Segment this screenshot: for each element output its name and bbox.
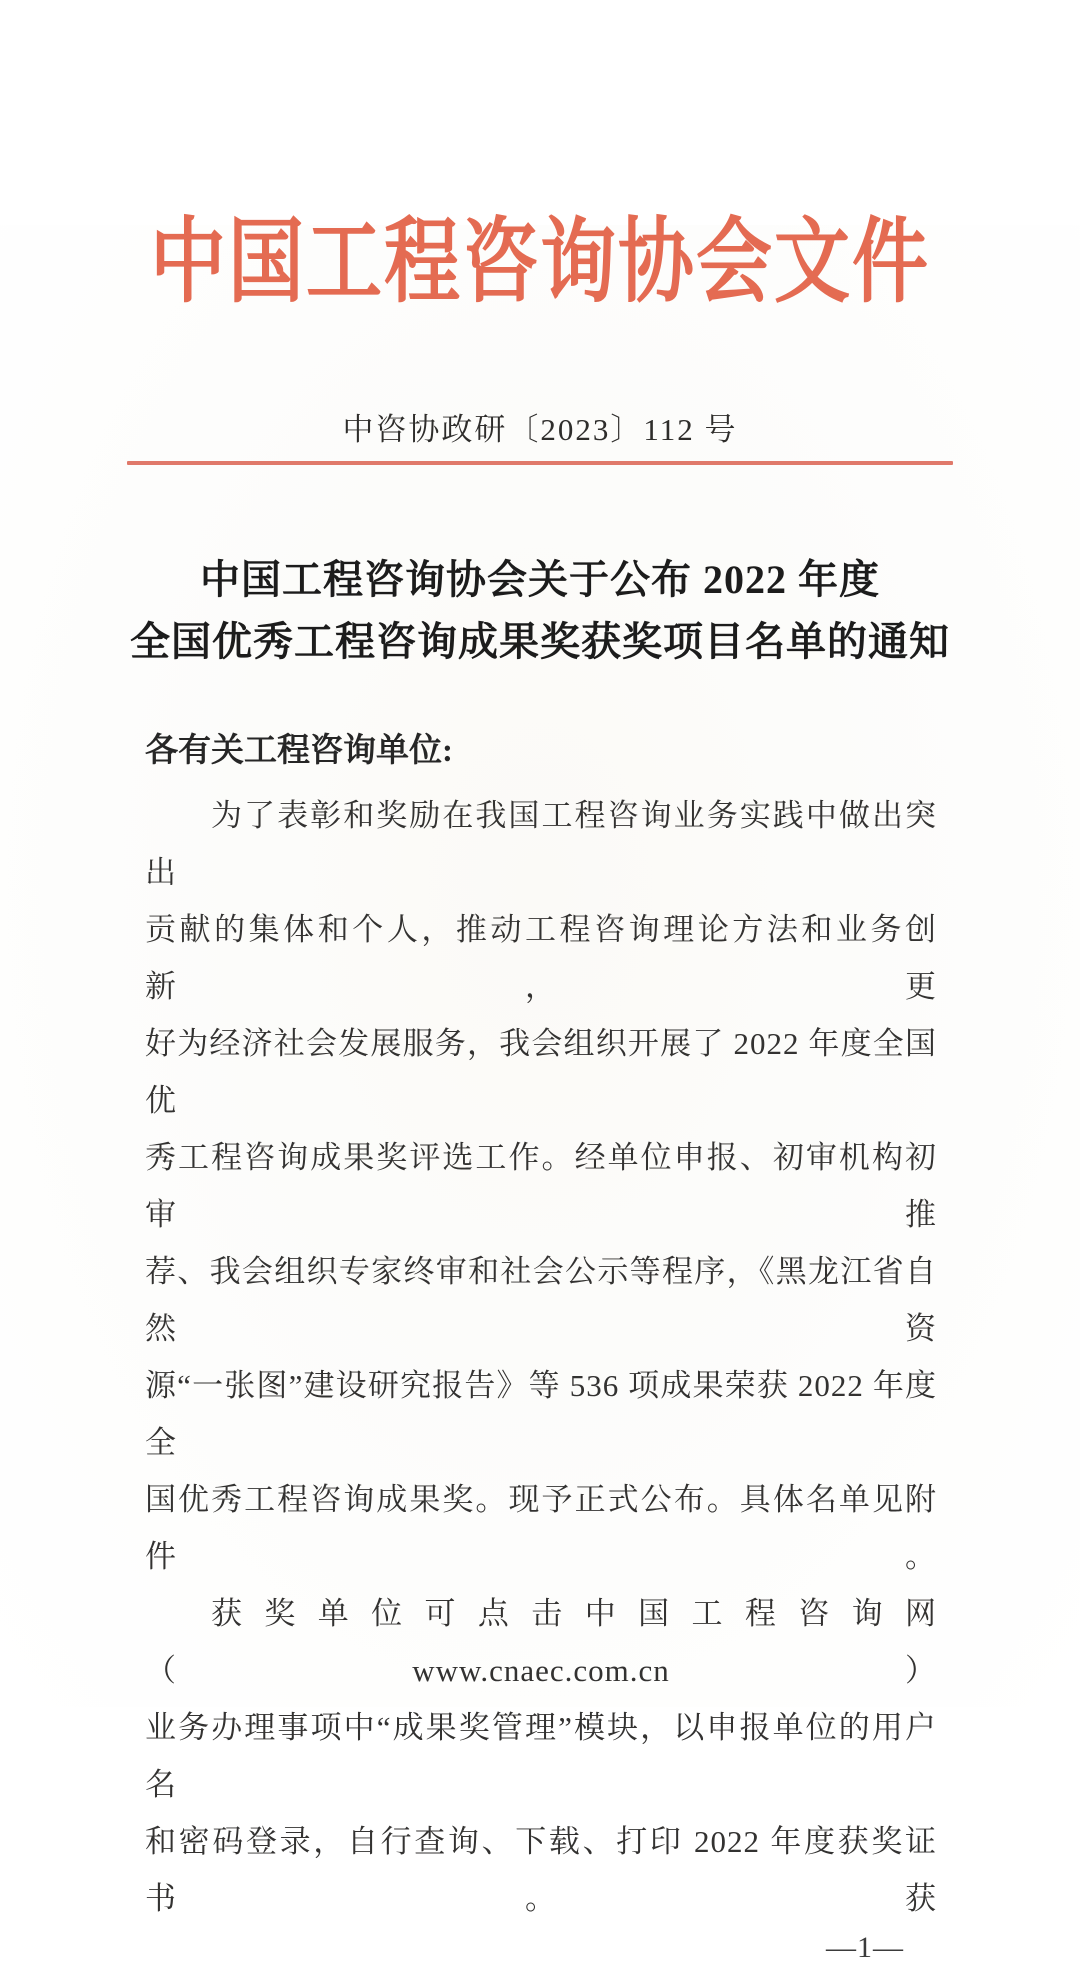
notice-title-line2: 全国优秀工程咨询成果奖获奖项目名单的通知 — [130, 619, 950, 664]
page-number: —1— — [826, 1931, 904, 1964]
notice-title-line1: 中国工程咨询协会关于公布 2022 年度 — [200, 557, 880, 602]
red-divider-line — [127, 461, 953, 465]
body-text — [145, 787, 937, 1927]
notice-title — [0, 549, 1080, 673]
body-line: 荐、我会组织专家终审和社会公示等程序，《黑龙江省自然资 — [145, 1254, 937, 1346]
body-line: 秀工程咨询成果奖评选工作。经单位申报、初审机构初审推 — [145, 1140, 937, 1232]
body-line: 业务办理事项中“成果奖管理”模块，以申报单位的用户名 — [145, 1710, 937, 1802]
document-page — [0, 211, 1080, 1964]
document-number: 中咨协政研〔2023〕112 号 — [342, 412, 738, 447]
body-line: 国优秀工程咨询成果奖。现予正式公布。具体名单见附件。 — [145, 1482, 937, 1574]
letterhead-title: 中国工程咨询协会文件 — [150, 211, 930, 315]
body-line: 贡献的集体和个人，推动工程咨询理论方法和业务创新，更 — [145, 912, 937, 1004]
body-line: 为了表彰和奖励在我国工程咨询业务实践中做出突出 — [145, 798, 937, 890]
body-line: 好为经济社会发展服务，我会组织开展了 2022 年度全国优 — [145, 1026, 937, 1118]
body-line: 源“一张图”建设研究报告》等 536 项成果荣获 2022 年度全 — [145, 1368, 937, 1460]
salutation: 各有关工程咨询单位: — [145, 733, 453, 769]
body-line: 获奖单位可点击中国工程咨询网（www.cnaec.com.cn） — [145, 1596, 937, 1688]
body-line: 和密码登录，自行查询、下载、打印 2022 年度获奖证书。获 — [145, 1824, 937, 1916]
